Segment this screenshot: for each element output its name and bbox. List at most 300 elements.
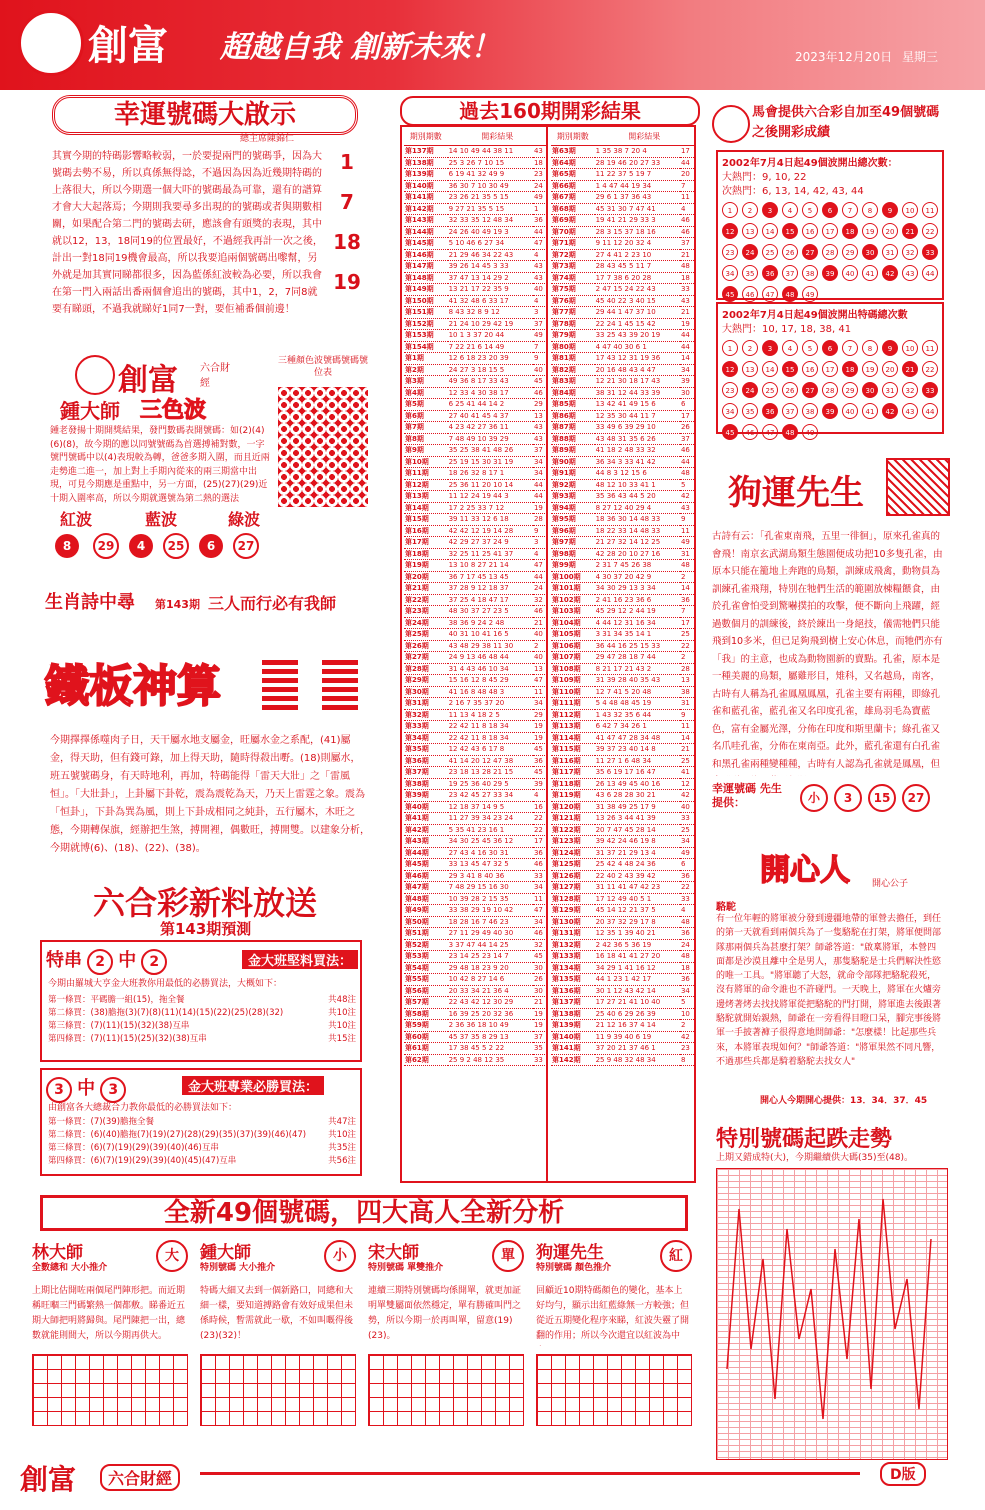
issue-cell: 第123期 [551,836,595,848]
numbers-cell: 2 36 36 18 10 49 [448,1020,533,1032]
result-row [551,1008,694,1020]
number-ball: 21 [902,361,918,377]
issue-cell: 第89期 [551,445,595,457]
result-row [551,479,694,491]
lucky-number: 1 [340,150,354,174]
zhong-title: 鍾大師 [60,399,120,423]
number-ball: 20 [882,361,898,377]
issue-cell: 第21期 [404,583,448,595]
special-cell: 35 [533,1043,547,1055]
issue-cell: 第108期 [551,663,595,675]
issue-cell: 第119期 [551,790,595,802]
result-row [551,721,694,733]
special-cell: 25 [680,824,694,836]
result-row [551,640,694,652]
result-row [404,836,547,848]
issue-cell: 第3期 [404,376,448,388]
dog-title: 狗運先生 [728,473,864,513]
sun-logo-icon [18,10,84,76]
result-row [551,755,694,767]
result-row [404,652,547,664]
result-row [404,525,547,537]
number-ball: 37 [782,265,798,281]
number-ball: 27 [802,382,818,398]
numbers-cell: 25 36 11 20 10 14 [448,479,533,491]
lucky-title: 幸運號碼大啟示 [52,95,358,135]
liuhe-c3: 2 [141,949,167,975]
special-cell: 17 [680,146,694,158]
result-row [404,744,547,756]
dog-nums [800,784,930,812]
horse-box1-title: 2002年7月4日起49個波開出總次數： [722,158,898,169]
result-row [404,318,547,330]
numbers-cell: 34 30 29 13 3 34 [595,583,680,595]
result-row [404,571,547,583]
special-cell: 37 [680,433,694,445]
row-label: 第二條買： [48,1008,91,1018]
special-cell: 18 [680,962,694,974]
special-cell: 11 [533,893,547,905]
number-ball: 9 [882,340,898,356]
number-ball: 32 [902,382,918,398]
numbers-cell: 12 35 30 44 11 7 [595,410,680,422]
numbers-cell: 23 14 25 23 14 7 [448,951,533,963]
results-frame [400,125,696,1183]
tiebao-title: 鐵板神算 [45,661,221,712]
result-row [551,514,694,526]
numbers-cell: 13 21 17 22 35 9 [448,284,533,296]
special-cell: 5 [680,479,694,491]
special-cell: 24 [680,939,694,951]
zhong-side-title: 三種顏色波號碼號碼號位表 [278,356,369,378]
result-row [404,859,547,871]
issue-cell: 第12期 [404,479,448,491]
numbers-cell: 29 44 1 47 37 10 [595,307,680,319]
number-ball: 32 [902,244,918,260]
numbers-cell: 18 22 33 14 48 33 [595,525,680,537]
lucky-number: 18 [333,230,361,254]
numbers-cell: 37 47 13 14 29 2 [448,272,533,284]
number-ball: 47 [762,424,778,440]
issue-cell: 第40期 [404,801,448,813]
number-ball: 38 [802,403,818,419]
number-ball: 1 [722,202,738,218]
numbers-cell: 5 35 41 23 16 1 [448,824,533,836]
result-row [404,709,547,721]
master-body: 連續三期特別號碼均係開單，就更加証明單雙屬面依然穩定，單有勝確叫門之勢，所以今期一於再叫單，留意(19)(23)。 [368,1286,522,1341]
numbers-cell: 39 11 33 12 6 18 [448,514,533,526]
number-ball: 6 [822,340,838,356]
row-label: 第二條買： [48,1130,91,1140]
result-row [404,479,547,491]
number-ball: 11 [922,340,938,356]
numbers-cell: 45 40 22 3 40 15 [595,295,680,307]
special-cell: 16 [533,801,547,813]
zhong-ball: 25 [163,533,189,559]
results-title: 過去160期開彩結果 [400,96,700,126]
issue-cell: 第38期 [404,778,448,790]
special-cell: 17 [680,410,694,422]
result-row [404,353,547,365]
result-row [551,203,694,215]
issue-cell: 第73期 [551,261,595,273]
result-row [551,939,694,951]
number-ball: 13 [742,223,758,239]
number-ball: 29 [842,244,858,260]
special-cell: 43 [533,422,547,434]
issue-cell: 第14期 [404,502,448,514]
master-tag: 小 [324,1240,356,1272]
numbers-cell: 45 31 30 7 47 41 [595,203,680,215]
issue-cell: 第141期 [551,1043,595,1055]
header-weekday: 星期三 [902,50,939,64]
zhong-ball: 8 [55,534,79,558]
liuhe-s2-intro: 由創富各大總裁合力教你最低的必勝買法如下： [48,1103,238,1113]
result-row [404,422,547,434]
numbers-cell: 9 27 21 35 5 15 [448,203,533,215]
numbers-cell: 6 25 41 44 14 2 [448,399,533,411]
issue-cell: 第31期 [404,698,448,710]
special-cell: 47 [533,675,547,687]
numbers-cell: 16 18 41 41 27 20 [595,951,680,963]
issue-cell: 第130期 [551,916,595,928]
row-text: (7)(11)(15)(25)(32)(38)互串 [90,1034,207,1044]
numbers-cell: 23 42 45 27 33 34 [448,790,533,802]
numbers-cell: 3 37 47 44 14 25 [448,939,533,951]
result-row [404,341,547,353]
numbers-cell: 20 7 47 45 28 14 [595,824,680,836]
liuhe-row [48,1033,356,1046]
special-cell: 9 [680,709,694,721]
special-cell: 10 [680,1008,694,1020]
results-left-table [404,127,547,1066]
poem-text: 三人而行必有我師 [208,594,337,613]
master-grid [200,1354,356,1426]
special-cell: 9 [680,514,694,526]
issue-cell: 第98期 [551,548,595,560]
result-row [551,330,694,342]
number-ball: 41 [862,265,878,281]
numbers-cell: 35 25 38 41 48 26 [448,445,533,457]
special-cell: 21 [533,997,547,1009]
special-cell: 33 [533,1054,547,1066]
number-ball: 45 [722,286,738,302]
special-cell: 21 [680,307,694,319]
issue-cell: 第15期 [404,514,448,526]
liuhe-row [48,1129,356,1142]
number-ball: 25 [762,382,778,398]
trend-title: 特別號碼起跌走勢 [716,1127,893,1152]
issue-cell: 第51期 [404,928,448,940]
row-count: 共10注 [328,1008,356,1018]
result-row [404,905,547,917]
issue-cell: 第138期 [404,157,448,169]
numbers-cell: 14 10 49 44 38 11 [448,146,533,158]
numbers-cell: 17 27 21 41 10 40 [595,997,680,1009]
row-count: 共15注 [328,1034,356,1044]
row-text: (6)(40)膽拖(7)(19)(27)(28)(29)(35)(37)(39)(46)(47) [90,1130,307,1140]
issue-cell: 第107期 [551,652,595,664]
masters-row [28,1238,698,1448]
issue-cell: 第33期 [404,721,448,733]
special-cell: 4 [533,249,547,261]
issue-cell: 第85期 [551,399,595,411]
issue-cell: 第68期 [551,203,595,215]
master-tag: 紅 [660,1240,692,1272]
numbers-cell: 12 21 30 18 17 43 [595,376,680,388]
result-row [404,456,547,468]
issue-cell: 第117期 [551,767,595,779]
number-ball: 28 [822,244,838,260]
special-cell: 44 [680,330,694,342]
result-row [551,215,694,227]
result-row [551,732,694,744]
numbers-cell: 29 47 28 18 7 44 [595,652,680,664]
numbers-cell: 45 14 12 21 37 5 [595,905,680,917]
special-cell: 40 [533,364,547,376]
special-cell: 45 [533,376,547,388]
poem-label: 生肖詩中尋 [45,592,135,613]
issue-cell: 第95期 [551,514,595,526]
number-ball: 10 [902,202,918,218]
numbers-cell: 4 44 12 31 16 34 [595,617,680,629]
result-row [551,686,694,698]
numbers-cell: 37 20 21 37 46 1 [595,1043,680,1055]
row-label: 第一條買： [48,995,91,1005]
numbers-cell: 36 34 3 33 41 42 [595,456,680,468]
special-cell: 34 [680,364,694,376]
special-cell: 14 [680,583,694,595]
issue-cell: 第4期 [404,387,448,399]
result-row [404,410,547,422]
numbers-cell: 8 27 12 40 29 4 [595,502,680,514]
special-cell: 2 [533,640,547,652]
numbers-cell: 20 37 32 29 17 8 [595,916,680,928]
issue-cell: 第46期 [404,870,448,882]
liuhe-title: 六合彩新料放送 [92,884,317,922]
special-cell: 3 [533,307,547,319]
result-row [551,859,694,871]
number-ball: 10 [902,340,918,356]
issue-cell: 第48期 [404,893,448,905]
master-grid [536,1354,692,1426]
result-row [404,399,547,411]
master-body: 特碼大細又去到一個新路口，同總和大細一樣，要知道搏路會有效好成果但未係時候，暫需就此一歇，不如叫嘅得後(23)(32)！ [200,1286,354,1341]
special-cell: 9 [533,353,547,365]
numbers-cell: 12 35 1 39 40 21 [595,928,680,940]
special-cell: 19 [533,732,547,744]
issue-cell: 第67期 [551,192,595,204]
special-cell: 45 [533,951,547,963]
issue-cell: 第154期 [404,341,448,353]
number-ball: 1 [722,340,738,356]
issue-cell: 第111期 [551,698,595,710]
number-ball: 34 [722,265,738,281]
liuhe-subtitle: 第143期預測 [160,920,252,938]
issue-cell: 第139期 [551,1020,595,1032]
master-grid [368,1354,524,1426]
number-ball: 5 [802,340,818,356]
master-body: 回顧近10期特碼顏色的變化，基本上好均勻，顯示出紅藍綠無一方較強；但從近五期變化程序來睇，紅波失靈了開翻的作用；所以今次還宜以紅波為中 [536,1286,690,1341]
row-text: (7)(39)膽拖全餐 [90,1117,155,1127]
result-row [551,709,694,721]
special-cell: 2 [680,571,694,583]
issue-cell: 第146期 [404,249,448,261]
row-label: 第四條買： [48,1034,91,1044]
special-cell: 43 [680,502,694,514]
issue-cell: 第80期 [551,341,595,353]
result-row [404,698,547,710]
issue-cell: 第121期 [551,813,595,825]
numbers-cell: 11 22 37 5 19 7 [595,169,680,181]
master-grid [32,1354,188,1426]
master-sub: 全數總和 大小推介 [32,1263,108,1273]
result-row [551,261,694,273]
result-row [404,997,547,1009]
result-row [404,514,547,526]
special-cell: 19 [533,1008,547,1020]
issue-cell: 第100期 [551,571,595,583]
result-row [551,813,694,825]
numbers-cell: 25 19 15 30 31 19 [448,456,533,468]
numbers-cell: 34 29 1 41 16 12 [595,962,680,974]
special-cell: 11 [680,525,694,537]
result-row [404,261,547,273]
master-tag: 單 [492,1240,524,1272]
issue-cell: 第135期 [551,974,595,986]
numbers-cell: 4 23 42 27 36 11 [448,422,533,434]
number-ball: 6 [822,202,838,218]
zhong-ball: 4 [129,534,153,558]
issue-cell: 第20期 [404,571,448,583]
result-row [551,525,694,537]
special-cell: 39 [533,778,547,790]
result-row [404,238,547,250]
numbers-cell: 11 12 24 19 44 3 [448,491,533,503]
special-cell: 49 [533,330,547,342]
numbers-cell: 31 38 49 25 17 9 [595,801,680,813]
issue-cell: 第136期 [551,985,595,997]
special-cell: 23 [680,1043,694,1055]
result-row [551,571,694,583]
issue-cell: 第97期 [551,537,595,549]
numbers-cell: 38 36 9 24 2 48 [448,617,533,629]
number-ball: 48 [782,424,798,440]
special-cell: 19 [533,502,547,514]
issue-cell: 第83期 [551,376,595,388]
special-cell: 40 [533,652,547,664]
horse-box2-title: 2002年7月4日起49個波開出特碼總次數 [722,310,908,321]
special-cell: 14 [680,732,694,744]
numbers-cell: 5 10 46 6 27 34 [448,238,533,250]
special-cell: 17 [533,836,547,848]
special-cell: 36 [533,847,547,859]
numbers-cell: 2 41 16 23 36 6 [595,594,680,606]
result-row [551,583,694,595]
banner: 全新49個號碼，四大高人全新分析 [40,1195,688,1231]
special-cell: 46 [680,226,694,238]
issue-cell: 第27期 [404,652,448,664]
special-cell: 4 [533,790,547,802]
issue-cell: 第84期 [551,387,595,399]
master-card [28,1238,190,1448]
special-cell: 44 [680,341,694,353]
numbers-cell: 6 42 7 34 26 1 [595,721,680,733]
numbers-cell: 32 25 11 25 41 37 [448,548,533,560]
numbers-cell: 48 30 37 27 23 5 [448,606,533,618]
happy-heading: 駱駝 [716,902,736,913]
result-row [551,353,694,365]
number-ball: 30 [862,382,878,398]
zhong-ball: 27 [233,533,259,559]
numbers-cell: 23 26 21 35 5 15 [448,192,533,204]
number-ball: 5 [802,202,818,218]
result-row [551,537,694,549]
numbers-cell: 34 30 25 45 36 12 [448,836,533,848]
result-row [551,456,694,468]
row-count: 共35注 [328,1143,356,1153]
number-ball: 44 [922,265,938,281]
number-ball: 33 [922,244,938,260]
numbers-cell: 29 48 18 23 9 20 [448,962,533,974]
numbers-cell: 11 9 39 40 6 19 [595,1031,680,1043]
numbers-cell: 25 40 6 29 26 39 [595,1008,680,1020]
result-row [404,686,547,698]
special-cell: 48 [680,560,694,572]
issue-cell: 第129期 [551,905,595,917]
result-row [404,1031,547,1043]
number-ball: 8 [862,340,878,356]
issue-cell: 第19期 [404,560,448,572]
special-cell: 48 [680,951,694,963]
special-cell: 44 [680,456,694,468]
horse-ball-grid [720,336,944,441]
number-ball: 26 [782,382,798,398]
issue-cell: 第28期 [404,663,448,675]
result-row [551,744,694,756]
special-cell: 42 [680,491,694,503]
issue-cell: 第8期 [404,433,448,445]
special-cell: 5 [680,997,694,1009]
issue-cell: 第141期 [404,192,448,204]
liuhe-box1 [40,940,362,1062]
dog-num: 3 [834,784,862,812]
result-row [551,238,694,250]
number-ball: 44 [922,403,938,419]
special-cell: 29 [533,709,547,721]
result-row [551,226,694,238]
issue-cell: 第17期 [404,537,448,549]
issue-cell: 第140期 [404,180,448,192]
special-cell: 47 [533,560,547,572]
number-ball: 46 [742,286,758,302]
numbers-cell: 43 48 29 38 11 30 [448,640,533,652]
issue-cell: 第94期 [551,502,595,514]
special-cell: 30 [533,962,547,974]
result-row [551,836,694,848]
master-tag: 大 [156,1240,188,1272]
master-card [364,1238,526,1448]
numbers-cell: 11 27 1 6 48 34 [595,755,680,767]
special-cell: 19 [533,1020,547,1032]
numbers-cell: 25 42 4 48 24 36 [595,859,680,871]
special-cell: 11 [680,721,694,733]
footer-sub: 六合財經 [100,1464,180,1491]
zhong-brand: 創富 [118,363,178,398]
result-row [404,376,547,388]
issue-cell: 第54期 [404,962,448,974]
numbers-cell: 25 9 48 32 48 34 [595,1054,680,1066]
